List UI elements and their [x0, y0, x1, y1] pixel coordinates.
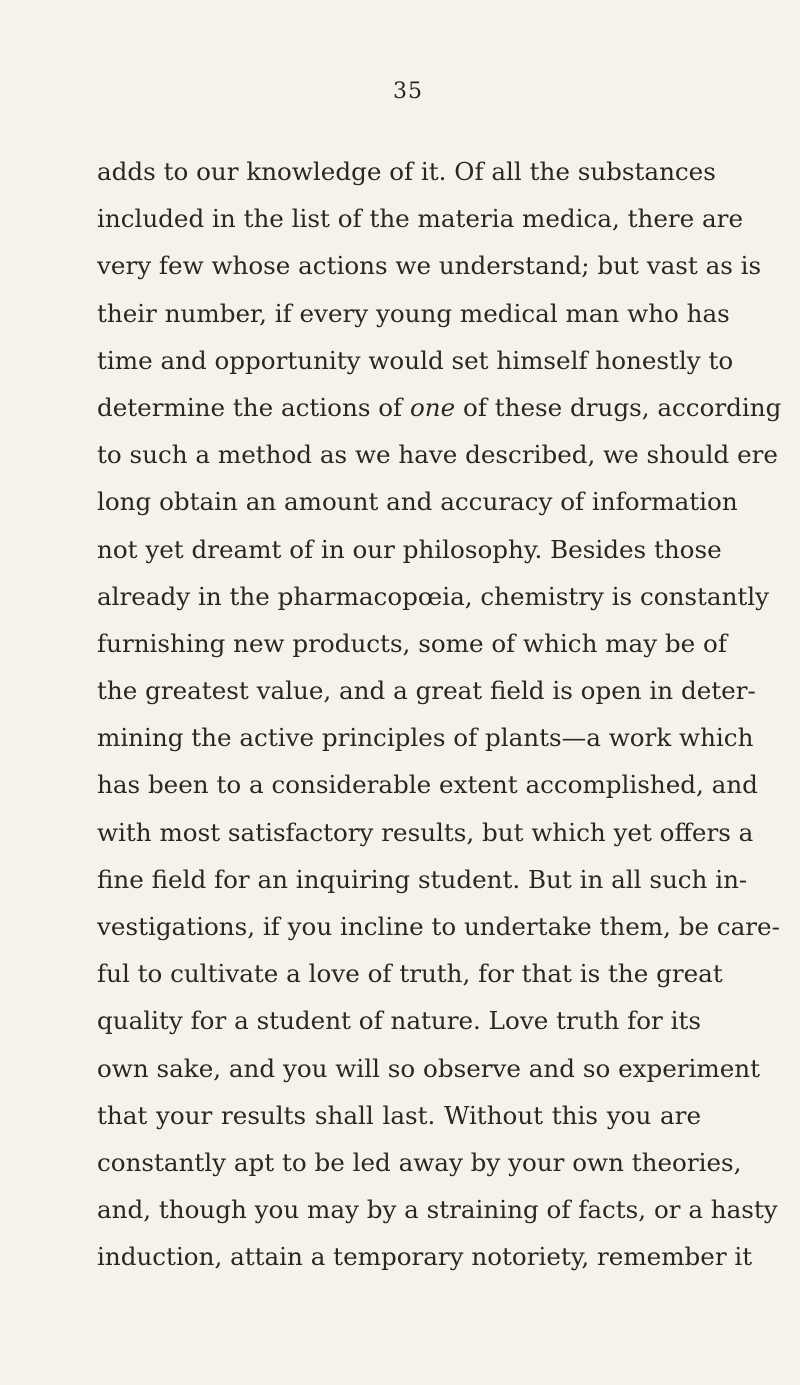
text-line: and, though you may by a straining of facts, or a hasty: [97, 1195, 778, 1225]
text-line: induction, attain a temporary notoriety, remember it: [97, 1242, 753, 1272]
text-line: already in the pharmacopœia, chemistry is constantly: [97, 581, 770, 611]
text-line: own sake, and you will so observe and so experiment: [97, 1053, 761, 1083]
text-line: fine field for an inquiring student. But in all such in-: [97, 864, 748, 894]
text-line: vestigations, if you incline to undertake them, be care-: [97, 912, 780, 941]
text-line: furnishing new products, some of which may be of: [97, 628, 727, 658]
text-line: mining the active principles of plants—a work which: [97, 723, 754, 753]
text-line: that your results shall last. Without this you are: [97, 1100, 701, 1130]
page-number: 35: [393, 79, 423, 104]
text-line: to such a method as we have described, we should ere: [97, 440, 778, 470]
text-segment: of these drugs, according: [463, 392, 782, 422]
text-line: with most satisfactory results, but which yet offers a: [97, 817, 754, 847]
text-line: has been to a considerable extent accomplished, and: [97, 770, 758, 800]
text-line: constantly apt to be led away by your own theories,: [97, 1147, 742, 1177]
text-line-with-emphasis: [97, 384, 782, 431]
text-line: long obtain an amount and accuracy of information: [97, 487, 738, 517]
text-line: not yet dreamt of in our philosophy. Besides those: [97, 534, 722, 564]
text-line: very few whose actions we understand; but vast as is: [97, 251, 762, 281]
text-line: the greatest value, and a great field is open in deter-: [97, 676, 756, 706]
body-text: [97, 148, 782, 1281]
text-segment: determine the actions of: [97, 392, 403, 422]
emphasized-word: one: [410, 392, 456, 422]
text-line: time and opportunity would set himself honestly to: [97, 345, 734, 375]
text-line: adds to our knowledge of it. Of all the substances: [97, 157, 716, 186]
text-line: included in the list of the materia medica, there are: [97, 204, 743, 234]
text-line: quality for a student of nature. Love truth for its: [97, 1006, 701, 1036]
text-line: ful to cultivate a love of truth, for that is the great: [97, 959, 723, 989]
text-line: their number, if every young medical man who has: [97, 298, 730, 328]
